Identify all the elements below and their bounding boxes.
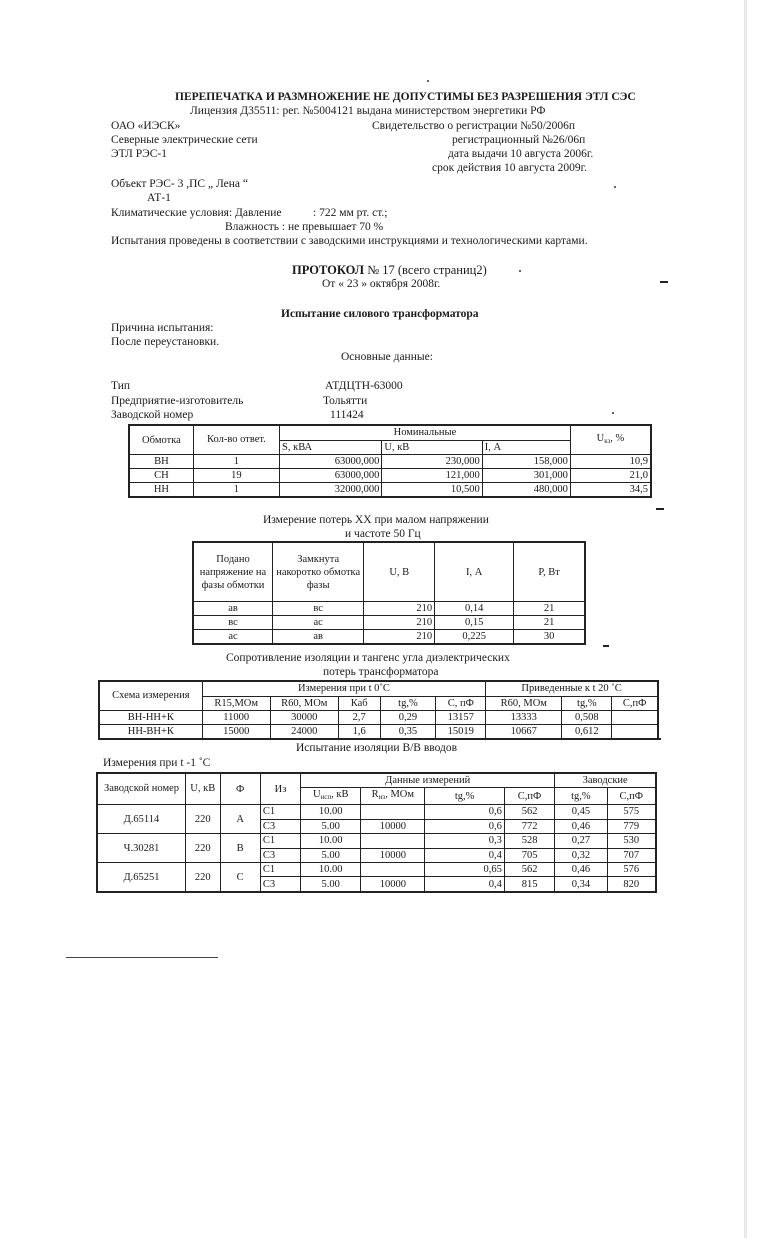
cell-riz: 10000: [361, 877, 425, 892]
climate-label: Климатические условия: Давление: [111, 207, 282, 219]
col-r60: R60, МОм: [270, 696, 338, 711]
type-value: АТДЦТН-63000: [325, 380, 403, 392]
cell-r60: 24000: [270, 725, 338, 740]
windings-table: [128, 424, 652, 498]
cell-tg-factory: 0,46: [555, 819, 607, 834]
cell-u: 220: [185, 863, 220, 893]
cell-winding: ВН: [129, 455, 193, 469]
cell-serial: Д.65251: [97, 863, 185, 893]
cell-s: 63000,000: [280, 469, 382, 483]
table-row: [193, 630, 585, 645]
cell-iz: С1: [260, 863, 300, 877]
cell-uisp: 10.00: [301, 834, 361, 849]
tests-basis-line: Испытания проведены в соответствии с заводскими инструкциями и технологическими картами.: [111, 235, 588, 247]
cell-tg: 0,4: [425, 848, 504, 863]
cell-c: 562: [504, 805, 554, 820]
cell-tg-factory: 0,27: [555, 834, 607, 849]
scan-dot: [612, 412, 614, 414]
col-r60-reduced: R60, МОм: [486, 696, 562, 711]
insulation-table: [98, 680, 659, 740]
cell-iz: С3: [260, 848, 300, 863]
scan-mark: [655, 738, 661, 740]
table-row: [193, 602, 585, 616]
cell-scheme: ВН-НН+К: [99, 711, 202, 725]
cell-c-factory: 779: [607, 819, 656, 834]
cell-uisp: 5.00: [301, 877, 361, 892]
page-edge: [744, 0, 747, 1238]
cell-kab: 2,7: [338, 711, 380, 725]
cell-s: 32000,000: [280, 483, 382, 498]
col-c-factory: С,пФ: [607, 788, 656, 805]
cell-scheme: НН-ВН+К: [99, 725, 202, 740]
protocol-number: № 17 (всего страниц2): [364, 263, 487, 277]
scan-dot: [519, 270, 521, 272]
uk-letter: U: [596, 433, 605, 444]
uisp-sub: исп: [320, 793, 332, 801]
riz-letter: R: [371, 789, 379, 800]
cell-tg: 0,4: [425, 877, 504, 892]
cell-short: ав: [273, 630, 364, 645]
table-header-row: [99, 681, 658, 696]
cell-u: 210: [364, 630, 435, 645]
col-short: Замкнута накоротко обмотка фазы: [273, 542, 364, 602]
cell-tg: 0,35: [380, 725, 436, 740]
humidity-line: Влажность : не превышает 70 %: [225, 221, 384, 233]
pressure-value: : 722 мм рт. ст.;: [313, 207, 388, 219]
maker-value: Тольятти: [323, 395, 368, 407]
noload-title-2: и частоте 50 Гц: [345, 528, 421, 540]
cell-u: 121,000: [382, 469, 482, 483]
col-r15: R15,МОм: [202, 696, 270, 711]
table-row: [99, 725, 658, 740]
cell-tg-factory: 0,46: [555, 863, 607, 877]
bushings-title: Испытание изоляции В/В вводов: [296, 742, 458, 754]
table-header-row: [129, 425, 651, 440]
cell-phase: вс: [193, 616, 273, 630]
cell-c: 705: [504, 848, 554, 863]
table-row: [129, 455, 651, 469]
cell-serial: Д.65114: [97, 805, 185, 834]
scan-mark: [656, 508, 664, 510]
cell-c: 528: [504, 834, 554, 849]
col-tg-factory: tg,%: [555, 788, 607, 805]
object-line: Объект РЭС- 3 ,ПС „ Лена “: [111, 178, 249, 190]
cell-count: 1: [193, 455, 279, 469]
col-tg: tg,%: [380, 696, 436, 711]
table-row: [129, 483, 651, 498]
main-data-heading: Основные данные:: [341, 351, 433, 363]
cell-tg-reduced: 0,612: [562, 725, 612, 740]
cell-c: 815: [504, 877, 554, 892]
col-meas-group: Измерения при t 0˚С: [202, 681, 486, 696]
cell-riz: [361, 863, 425, 877]
noload-table: [192, 541, 586, 645]
uk-unit: , %: [610, 433, 625, 444]
col-scheme: Схема измерения: [99, 681, 202, 711]
cell-uk: 21,0: [570, 469, 651, 483]
col-phase: Подано напряжение на фазы обмотки: [193, 542, 273, 602]
cell-tg-factory: 0,32: [555, 848, 607, 863]
riz-sub: из: [378, 793, 386, 801]
cert-valid-until: срок действия 10 августа 2009г.: [432, 162, 587, 174]
col-count: Кол-во ответ.: [193, 425, 279, 455]
col-i: I, А: [482, 440, 570, 455]
table-row: [193, 616, 585, 630]
col-tg: tg,%: [425, 788, 504, 805]
cell-i: 480,000: [482, 483, 570, 498]
col-u: U, кВ: [382, 440, 482, 455]
cell-s: 63000,000: [280, 455, 382, 469]
col-winding: Обмотка: [129, 425, 193, 455]
cell-u: 10,500: [382, 483, 482, 498]
noload-title-1: Измерение потерь ХХ при малом напряжении: [263, 514, 489, 526]
scan-mark: [660, 281, 668, 283]
col-reduced-group: Приведенные к t 20 ˚С: [486, 681, 658, 696]
cell-c-factory: 707: [607, 848, 656, 863]
cell-r60-reduced: 13333: [486, 711, 562, 725]
cell-c-factory: 820: [607, 877, 656, 892]
cell-i: 0,15: [435, 616, 514, 630]
cell-phase: С: [220, 863, 260, 893]
cert-regnum: регистрационный №26/06п: [452, 134, 586, 146]
cell-tg: 0,6: [425, 819, 504, 834]
cell-tg: 0,65: [425, 863, 504, 877]
uk-sub: кз: [604, 437, 611, 445]
cell-r15: 11000: [202, 711, 270, 725]
serial-label: Заводской номер: [111, 409, 194, 421]
table-row: [97, 834, 656, 849]
cell-i: 158,000: [482, 455, 570, 469]
cell-i: 301,000: [482, 469, 570, 483]
table-row: [97, 863, 656, 877]
col-c: С, пФ: [436, 696, 486, 711]
col-meas-group: Данные измерений: [301, 773, 555, 788]
uisp-letter: U: [312, 789, 321, 800]
org-lab: ЭТЛ РЭС-1: [111, 148, 167, 160]
maker-label: Предприятие-изготовитель: [111, 395, 244, 407]
cell-uk: 10,9: [570, 455, 651, 469]
cell-c-reduced: [612, 711, 658, 725]
insulation-title-1: Сопротивление изоляции и тангенс угла диэлектрических: [226, 652, 510, 664]
cell-uisp: 5.00: [301, 848, 361, 863]
cell-c: 772: [504, 819, 554, 834]
cell-winding: НН: [129, 483, 193, 498]
col-u: U, кВ: [185, 773, 220, 805]
cell-c-factory: 576: [607, 863, 656, 877]
cell-phase: ас: [193, 630, 273, 645]
serial-value: 111424: [330, 409, 364, 421]
cert-registration: Свидетельство о регистрации №50/2006п: [372, 120, 576, 132]
cell-iz: С1: [260, 834, 300, 849]
cell-count: 19: [193, 469, 279, 483]
bushings-table: [96, 772, 657, 893]
cell-tg: 0,3: [425, 834, 504, 849]
col-c: С,пФ: [504, 788, 554, 805]
cell-phase: А: [220, 805, 260, 834]
cell-c: 13157: [436, 711, 486, 725]
copy-warning: ПЕРЕПЕЧАТКА И РАЗМНОЖЕНИЕ НЕ ДОПУСТИМЫ БЕЗ РАЗРЕШЕНИЯ ЭТЛ СЭС: [175, 91, 636, 103]
cell-c-factory: 575: [607, 805, 656, 820]
cell-r60: 30000: [270, 711, 338, 725]
cell-c-reduced: [612, 725, 658, 740]
cell-tg-reduced: 0,508: [562, 711, 612, 725]
cell-p: 30: [514, 630, 585, 645]
cell-uk: 34,5: [570, 483, 651, 498]
cell-count: 1: [193, 483, 279, 498]
protocol-date: От « 23 » октября 2008г.: [322, 278, 441, 290]
table-header-row: [97, 773, 656, 788]
table-row: [129, 469, 651, 483]
footer-rule: [66, 957, 218, 958]
scan-mark: [603, 645, 609, 647]
cell-riz: 10000: [361, 819, 425, 834]
table-row: [97, 805, 656, 820]
col-tg-reduced: tg,%: [562, 696, 612, 711]
scan-dot: [427, 80, 429, 82]
col-factory-group: Заводские: [555, 773, 656, 788]
protocol-title: [292, 263, 487, 278]
org-company: ОАО «ИЭСК»: [111, 120, 181, 132]
reason-label: Причина испытания:: [111, 322, 214, 334]
cell-riz: [361, 805, 425, 820]
cell-phase: ав: [193, 602, 273, 616]
col-c-reduced: С,пФ: [612, 696, 658, 711]
scan-dot: [614, 186, 616, 188]
riz-unit: , МОм: [385, 789, 415, 800]
type-label: Тип: [111, 380, 131, 392]
bushings-temp: Измерения при t -1 ˚С: [103, 757, 211, 769]
cell-serial: Ч.30281: [97, 834, 185, 863]
col-uisp: [301, 788, 361, 805]
uisp-unit: , кВ: [331, 789, 349, 800]
cell-kab: 1,6: [338, 725, 380, 740]
col-u: U, В: [364, 542, 435, 602]
cell-phase: В: [220, 834, 260, 863]
cell-uisp: 10.00: [301, 805, 361, 820]
insulation-title-2: потерь трансформатора: [323, 666, 439, 678]
cell-short: ас: [273, 616, 364, 630]
cell-i: 0,14: [435, 602, 514, 616]
cell-tg-factory: 0,34: [555, 877, 607, 892]
col-uk: [570, 425, 651, 455]
cell-uisp: 10.00: [301, 863, 361, 877]
org-network: Северные электрические сети: [111, 134, 258, 146]
cell-riz: [361, 834, 425, 849]
cell-short: вс: [273, 602, 364, 616]
cell-uisp: 5.00: [301, 819, 361, 834]
cell-c: 15019: [436, 725, 486, 740]
cell-tg-factory: 0,45: [555, 805, 607, 820]
cell-riz: 10000: [361, 848, 425, 863]
cell-p: 21: [514, 616, 585, 630]
cell-iz: С3: [260, 819, 300, 834]
cell-u: 230,000: [382, 455, 482, 469]
col-kab: Каб: [338, 696, 380, 711]
cell-u: 210: [364, 616, 435, 630]
table-row: [99, 711, 658, 725]
cell-r15: 15000: [202, 725, 270, 740]
col-i: I, А: [435, 542, 514, 602]
reason-value: После переустановки.: [111, 336, 220, 348]
col-serial: Заводской номер: [97, 773, 185, 805]
cell-tg: 0,29: [380, 711, 436, 725]
cell-iz: С3: [260, 877, 300, 892]
cell-iz: С1: [260, 805, 300, 820]
col-iz: Из: [260, 773, 300, 805]
cell-p: 21: [514, 602, 585, 616]
col-nominal: Номинальные: [280, 425, 571, 440]
col-s: S, кВА: [280, 440, 382, 455]
cert-issue-date: дата выдачи 10 августа 2006г.: [448, 148, 594, 160]
col-riz: [361, 788, 425, 805]
cell-winding: СН: [129, 469, 193, 483]
test-title: Испытание силового трансформатора: [281, 308, 479, 320]
cell-c-factory: 530: [607, 834, 656, 849]
table-header-row: [193, 542, 585, 602]
cell-u: 220: [185, 805, 220, 834]
cell-u: 210: [364, 602, 435, 616]
cell-tg: 0,6: [425, 805, 504, 820]
cell-c: 562: [504, 863, 554, 877]
protocol-word: ПРОТОКОЛ: [292, 263, 365, 277]
col-phase: Ф: [220, 773, 260, 805]
cell-u: 220: [185, 834, 220, 863]
object-unit: АТ-1: [147, 192, 171, 204]
license-line: Лицензия Д35511: рег. №5004121 выдана министерством энергетики РФ: [190, 105, 546, 117]
col-p: P, Вт: [514, 542, 585, 602]
cell-r60-reduced: 10667: [486, 725, 562, 740]
cell-i: 0,225: [435, 630, 514, 645]
